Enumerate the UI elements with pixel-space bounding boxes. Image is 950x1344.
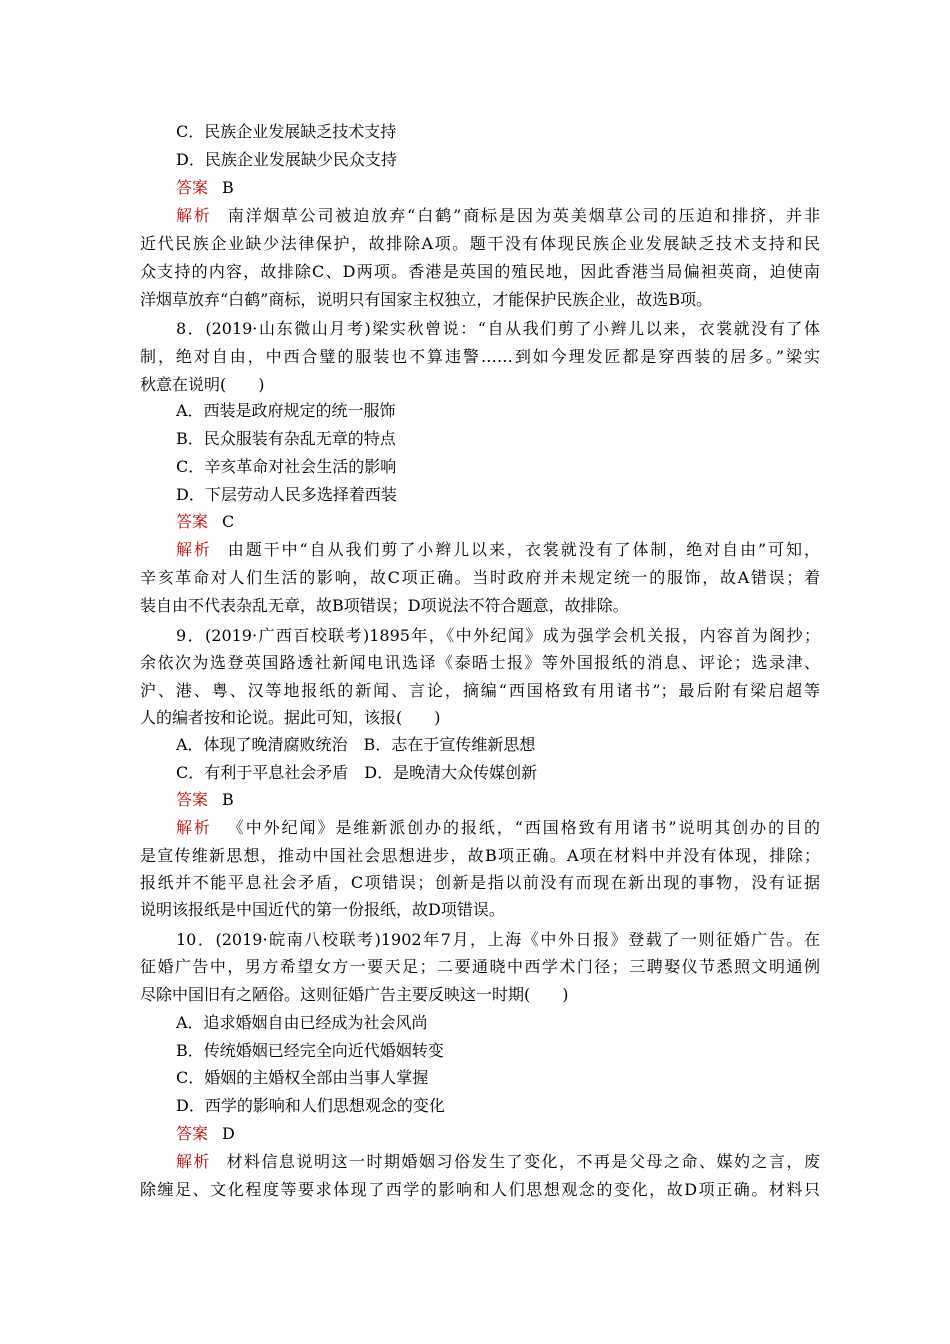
q8-answer [140, 508, 820, 536]
q7-analysis-line-1 [140, 202, 820, 230]
q8-option-a: A．西装是政府规定的统一服饰 [176, 401, 396, 420]
analysis-label: 解析 [176, 818, 212, 837]
q7-option-c: C．民族企业发展缺乏技术支持 [176, 122, 397, 141]
analysis-label: 解析 [176, 540, 212, 559]
q7-analysis-line-2: 近代民族企业缺少法律保护，故排除A项。题干没有体现民族企业发展缺乏技术支持和民 [140, 234, 820, 253]
q9-analysis-line-4: 说明该报纸是中国近代的第一份报纸，故D项错误。 [140, 900, 505, 919]
q8-stem-line-3: 秋意在说明( ) [140, 375, 265, 394]
q10-answer [140, 1120, 820, 1148]
answer-label: 答案 [176, 512, 209, 531]
q8-stem-line-2: 制，绝对自由，中西合璧的服装也不算违警……到如今理发匠都是穿西装的居多。”梁实 [140, 347, 820, 366]
q10-analysis-line-2: 除缠足、文化程度等要求体现了西学的影响和人们思想观念的变化，故D项正确。材料只 [140, 1180, 820, 1199]
q8-analysis-line-2: 辛亥革命对人们生活的影响，故C项正确。当时政府并未规定统一的服饰，故A错误；着 [140, 568, 820, 587]
q7-option-d: D．民族企业发展缺少民众支持 [176, 150, 397, 169]
q8-analysis-line-3: 装自由不代表杂乱无章，故B项错误；D项说法不符合题意，故排除。 [140, 596, 629, 615]
q10-option-d: D．西学的影响和人们思想观念的变化 [176, 1096, 445, 1115]
answer-label: 答案 [176, 178, 209, 197]
q9-stem-line-4: 人的编者按和论说。据此可知，该报( ) [140, 708, 441, 727]
q10-option-b: B．传统婚姻已经完全向近代婚姻转变 [176, 1041, 444, 1060]
q9-stem-line-3: 沪、港、粤、汉等地报纸的新闻、言论，摘编“西国格致有用诸书”；最后附有梁启超等 [140, 681, 820, 700]
answer-label: 答案 [176, 790, 209, 809]
q10-stem-line-1: 10．(2019·皖南八校联考)1902年7月，上海《中外日报》登载了一则征婚广告。在 [176, 930, 820, 949]
q8-stem-line-1: 8．(2019·山东微山月考)梁实秋曾说：“自从我们剪了小辫儿以来，衣裳就没有了体 [176, 319, 820, 338]
q9-stem-line-1: 9．(2019·广西百校联考)1895年，《中外纪闻》成为强学会机关报，内容首为阁抄； [176, 626, 820, 645]
q8-analysis-line-1 [140, 536, 820, 564]
q7-answer [140, 174, 820, 202]
q10-option-a: A．追求婚姻自由已经成为社会风尚 [176, 1013, 428, 1032]
q7-analysis-line-4: 洋烟草放弃“白鹤”商标，说明只有国家主权独立，才能保护民族企业，故选B项。 [140, 290, 713, 309]
q9-answer [140, 786, 820, 814]
q10-stem-line-2: 征婚广告中，男方希望女方一要天足；二要通晓中西学术门径；三聘娶仪节悉照文明通例 [140, 957, 820, 976]
answer-value: C [222, 512, 235, 531]
analysis-text: 由题干中“自从我们剪了小辫儿以来，衣裳就没有了体制，绝对自由”可知， [225, 540, 820, 559]
answer-value: D [222, 1124, 235, 1143]
q7-analysis-line-3: 众支持的内容，故排除C、D两项。香港是英国的殖民地，因此香港当局偏袒英商，迫使南 [140, 262, 820, 281]
analysis-text: 南洋烟草公司被迫放弃“白鹤”商标是因为英美烟草公司的压迫和排挤，并非 [225, 206, 820, 225]
q8-option-c: C．辛亥革命对社会生活的影响 [176, 457, 397, 476]
q9-analysis-line-1 [140, 814, 820, 842]
q10-stem-line-3: 尽除中国旧有之陋俗。这则征婚广告主要反映这一时期( ) [140, 985, 569, 1004]
analysis-label: 解析 [176, 1152, 211, 1171]
analysis-label: 解析 [176, 206, 212, 225]
q9-analysis-line-3: 报纸并不能平息社会矛盾，C项错误；创新是指以前没有而现在新出现的事物，没有证据 [140, 873, 820, 892]
q10-analysis-line-1 [140, 1148, 820, 1176]
answer-value: B [222, 790, 234, 809]
q9-options-row-1: A．体现了晚清腐败统治 B．志在于宣传维新思想 [176, 735, 536, 754]
q10-option-c: C．婚姻的主婚权全部由当事人掌握 [176, 1068, 429, 1087]
answer-label: 答案 [176, 1124, 209, 1143]
analysis-text: 材料信息说明这一时期婚姻习俗发生了变化，不再是父母之命、媒妁之言，废 [225, 1152, 820, 1171]
q9-analysis-line-2: 是宣传维新思想，推动中国社会思想进步，故B项正确。A项在材料中并没有体现，排除； [140, 846, 820, 865]
answer-value: B [222, 178, 234, 197]
q8-option-b: B．民众服装有杂乱无章的特点 [176, 429, 396, 448]
q9-stem-line-2: 余依次为选登英国路透社新闻电讯选译《泰晤士报》等外国报纸的消息、评论；选录津、 [140, 653, 820, 672]
q9-options-row-2: C．有利于平息社会矛盾 D．是晚清大众传媒创新 [176, 763, 538, 782]
analysis-text: 《中外纪闻》是维新派创办的报纸，“西国格致有用诸书”说明其创办的目的 [225, 818, 820, 837]
q8-option-d: D．下层劳动人民多选择着西装 [176, 485, 397, 504]
